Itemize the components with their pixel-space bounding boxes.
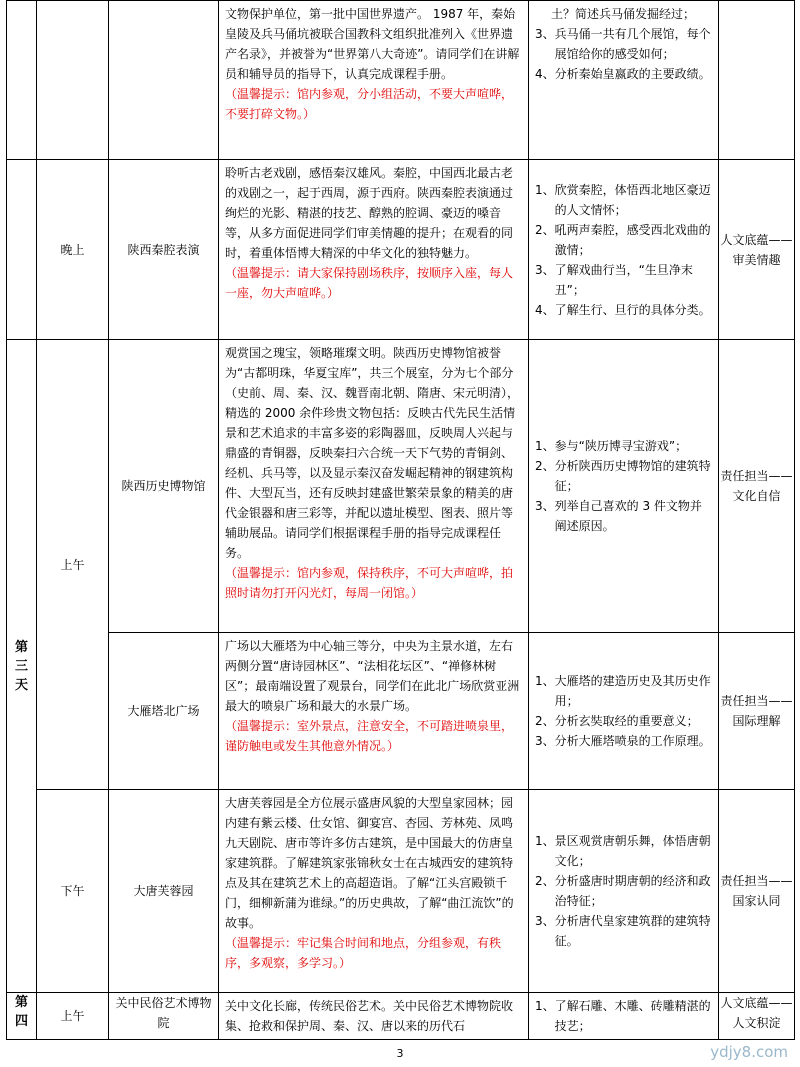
literacy-cell: 人文底蕴——审美情趣 (719, 160, 795, 340)
hint-text: （温馨提示：牢记集合时间和地点，分组参观，有秩序，多观察，多学习。） (225, 936, 502, 970)
time-cell: 上午 (37, 340, 109, 790)
tasks-cell (529, 633, 719, 790)
place-cell: 大唐芙蓉园 (109, 790, 219, 993)
content-text: 文物保护单位，第一批中国世界遗产。 1987 年，秦始皇陵及兵马俑坑被联合国教科文组织批准列入《世界遗产名录》，并被誉为“世界第八大奇迹”。请同学们在讲解员和辅导员的指导下，认真完成课程手册。 (225, 7, 520, 81)
task-item: 2、 分析陕西历史博物馆的建筑特征； (535, 459, 711, 493)
page-number: 3 (396, 1047, 404, 1060)
content-text: 广场以大雁塔为中心轴三等分，中央为主景水道，左右两侧分置“唐诗园林区”、“法相花坛区”、“禅修林树区”；最南端设置了观景台，同学们在此北广场欣赏亚洲最大的喷泉广场和最大的水景广场。 (225, 639, 520, 713)
task-item: 3、 兵马俑一共有几个展馆，每个展馆给你的感受如何； (535, 27, 711, 61)
literacy-cell: 责任担当——文化自信 (719, 340, 795, 633)
literacy-cell: 责任担当——国家认同 (719, 790, 795, 993)
tasks-cell (529, 1, 719, 160)
task-item: 3、 列举自己喜欢的 3 件文物并阐述原因。 (535, 499, 702, 533)
task-item: 1、 参与“陕历博寻宝游戏”； (535, 439, 688, 453)
table-row (7, 633, 795, 790)
content-cell (219, 790, 529, 993)
tasks-cell (529, 790, 719, 993)
place-cell: 关中民俗艺术博物院 (109, 993, 219, 1040)
watermark: ydjy8.com (710, 1043, 788, 1061)
time-cell (37, 1, 109, 160)
table-row (7, 1, 795, 160)
literacy-cell (719, 1, 795, 160)
content-text: 观赏国之瑰宝，领略璀璨文明。陕西历史博物馆被誉为“古都明珠，华夏宝库”，共三个展室，分为七个部分（史前、周、秦、汉、魏晋南北朝、隋唐、宋元明清），精选的 2000 余件珍贵文物包括：反映古代先民生活情景和艺术追求的丰富多姿的彩陶器皿，反映周人兴起与鼎盛的青铜器，反映秦扫六合统一天下气势的青铜剑、经机、兵马等，以及显示秦汉奋发崛起精神的钢建筑构件、大型瓦当，还有反映封建盛世繁荣景象的精美的唐代金银器和唐三彩等，并配以遗址模型、图表、照片等辅助展品。请同学们根据课程手册的指导完成课程任务。 (225, 346, 520, 560)
task-item: 4、 分析秦始皇嬴政的主要政绩。 (535, 67, 711, 81)
tasks-cell (529, 993, 719, 1040)
content-cell (219, 633, 529, 790)
table-row (7, 340, 795, 633)
task-item: 1、 景区观赏唐朝乐舞，体悟唐朝文化； (535, 834, 711, 868)
hint-text: （温馨提示：馆内参观，保持秩序，不可大声喧哗，拍照时请勿打开闪光灯，每周一闭馆。） (225, 566, 514, 600)
day-cell (7, 1, 37, 160)
task-item: 3、 分析大雁塔喷泉的工作原理。 (535, 734, 711, 748)
task-item: 2、 吼两声秦腔，感受西北戏曲的激情； (535, 222, 711, 257)
task-item: 1、 了解石雕、木雕、砖雕精湛的技艺； (535, 999, 711, 1033)
task-item: 2、 分析玄奘取经的重要意义； (535, 714, 699, 728)
place-cell: 陕西秦腔表演 (109, 160, 219, 340)
content-text: 关中文化长廊，传统民俗艺术。关中民俗艺术博物院收集、抢救和保护周、秦、汉、唐以来的历代石 (225, 999, 514, 1033)
day-cell (7, 340, 37, 993)
task-item: 3、 了解戏曲行当，“生旦净末丑”； (535, 262, 693, 297)
task-item: 3、 分析唐代皇家建筑群的建筑特征。 (535, 914, 711, 948)
content-cell (219, 160, 529, 340)
task-item: 4、 了解生行、旦行的具体分类。 (535, 302, 711, 317)
content-cell (219, 993, 529, 1040)
hint-text: （温馨提示：请大家保持剧场秩序，按顺序入座，每人一座，勿大声喧哗。） (225, 266, 514, 300)
day-label: 第三天 (14, 639, 28, 693)
task-item: 1、 欣赏秦腔，体悟西北地区豪迈的人文情怀； (535, 182, 711, 217)
content-text: 聆听古老戏剧，感悟秦汉雄风。秦腔，中国西北最古老的戏剧之一，起于西周，源于西府。陕西秦腔表演通过绚烂的光影、精湛的技艺、醇熟的腔调、豪迈的嗓音等，从多方面促进同学们审美情趣的提升；在观看的同时，着重体悟博大精深的中华文化的独特魅力。 (225, 166, 514, 260)
table-row (7, 160, 795, 340)
hint-text: （温馨提示：室外景点，注意安全，不可踏进喷泉里，谨防触电或发生其他意外情况。） (225, 719, 514, 753)
hint-text: （温馨提示：馆内参观，分小组活动，不要大声喧哗，不要打碎文物。） (225, 87, 514, 121)
time-cell: 上午 (37, 993, 109, 1040)
day-label: 第四 (14, 995, 28, 1029)
content-cell (219, 1, 529, 160)
day-cell (7, 160, 37, 340)
task-item: 土？简述兵马俑发掘经过； (551, 7, 696, 21)
task-item: 2、 分析盛唐时期唐朝的经济和政治特征； (535, 874, 711, 908)
table-row (7, 790, 795, 993)
itinerary-table (6, 0, 795, 1040)
literacy-cell: 责任担当——国际理解 (719, 633, 795, 790)
tasks-cell (529, 160, 719, 340)
tasks-cell (529, 340, 719, 633)
literacy-cell: 人文底蕴——人文积淀 (719, 993, 795, 1040)
place-cell: 大雁塔北广场 (109, 633, 219, 790)
content-text: 大唐芙蓉园是全方位展示盛唐风貌的大型皇家园林；园内建有紫云楼、仕女馆、御宴宫、杏园、芳林苑、凤鸣九天剧院、唐市等许多仿古建筑，是中国最大的仿唐皇家建筑群。了解建筑家张锦秋女士在古城西安的建筑特点及其在建筑艺术上的高超造诣。了解“江头宫殿锁千门，细柳新蒲为谁绿。”的历史典故，了解“曲江流饮”的故事。 (225, 796, 514, 930)
day-cell (7, 993, 37, 1040)
table-row (7, 993, 795, 1040)
task-item: 1、 大雁塔的建造历史及其历史作用； (535, 674, 711, 708)
content-cell (219, 340, 529, 633)
time-cell: 晚上 (37, 160, 109, 340)
place-cell: 陕西历史博物馆 (109, 340, 219, 633)
time-cell: 下午 (37, 790, 109, 993)
place-cell (109, 1, 219, 160)
